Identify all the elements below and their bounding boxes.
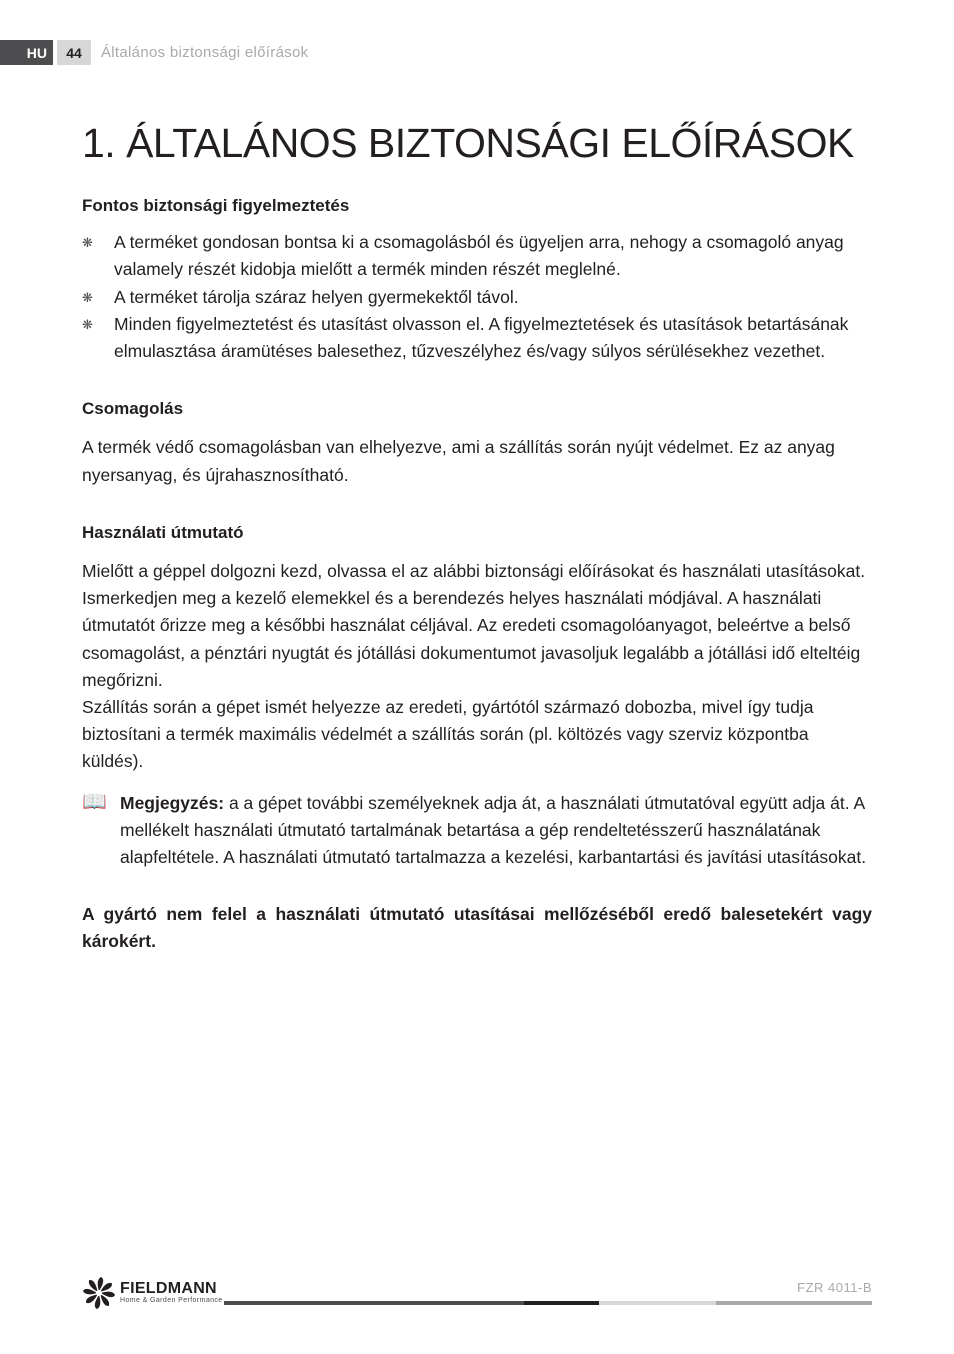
list-item: ❋ Minden figyelmeztetést és utasítást olvasson el. A figyelmeztetések és utasítások betartásának elmulasztása áramütéses balesethez, tűzveszélyhez és/vagy súlyos sérülésekhez vezethet. [82, 311, 872, 365]
fan-logo-icon [82, 1276, 116, 1310]
brand-logo [82, 1276, 223, 1310]
page-header [0, 40, 308, 65]
list-item: ❋ A terméket gondosan bontsa ki a csomagolásból és ügyeljen arra, nehogy a csomagoló anyag valamely részét kidobja mielőtt a termék minden részét meglelné. [82, 229, 872, 283]
manual-paragraph: Mielőtt a géppel dolgozni kezd, olvassa el az alábbi biztonsági előírásokat és használati utasításokat. Ismerkedjen meg a kezelő elemekkel és a berendezés helyes használati módjával. A használati útmutatót őrizze meg a későbbi használat céljával. Az eredeti csomagolóanyagot, beleértve a belső csomagolást, a pénztári nyugtát és jótállási dokumentumot javasoljuk legalább a jótállási idő elteltéig megőrizni. [82, 561, 866, 690]
bullet-icon: ❋ [82, 289, 93, 305]
manual-paragraph: Szállítás során a gépet ismét helyezze az eredeti, gyártótól származó dobozba, mivel így tudja biztosítani a termék maximális védelmét a szállítás során (pl. költözés vagy szerviz központba küldés). [82, 697, 814, 772]
note-block [82, 790, 872, 872]
page-number: 44 [57, 40, 91, 65]
footer-rule-segment [224, 1301, 524, 1305]
running-header-title: Általános biztonsági előírások [101, 44, 309, 61]
list-item: ❋ A terméket tárolja száraz helyen gyermekektől távol. [82, 284, 872, 311]
safety-list [82, 229, 872, 365]
page-title: 1. ÁLTALÁNOS BIZTONSÁGI ELŐÍRÁSOK [82, 120, 854, 166]
safety-heading: Fontos biztonsági figyelmeztetés [82, 196, 350, 215]
model-number: FZR 4011-B [797, 1280, 872, 1295]
footer-rule-segment [599, 1301, 716, 1305]
packaging-heading: Csomagolás [82, 399, 184, 419]
main-content [82, 192, 872, 956]
brand-tagline: Home & Garden Performance [120, 1297, 223, 1304]
packaging-text: A termék védő csomagolásban van elhelyezve, ami a szállítás során nyújt védelmet. Ez az anyag nyersanyag, és újrahasznosítható. [82, 437, 835, 485]
bullet-icon: ❋ [82, 235, 93, 251]
liability-warning: A gyártó nem felel a használati útmutató utasításai mellőzéséből eredő balesetekért vagy károkért. [82, 904, 872, 952]
footer-rule-segment [716, 1301, 872, 1305]
book-note-icon: 📖 [82, 790, 107, 813]
manual-heading: Használati útmutató [82, 522, 244, 542]
footer-rule-segment [524, 1301, 599, 1305]
bullet-icon: ❋ [82, 316, 93, 332]
brand-name: FIELDMANN [120, 1280, 217, 1297]
note-text: a a gépet további személyeknek adja át, a használati útmutatóval együtt adja át. A mellékelt használati útmutató tartalmának betartása a gép rendeltetésszerű használatának alapfeltétele. A használati útmutató tartalmazza a kezelési, karbantartási és javítási utasításokat. [120, 792, 867, 868]
note-label: Megjegyzés: [120, 792, 225, 813]
language-tab: HU [0, 40, 53, 65]
